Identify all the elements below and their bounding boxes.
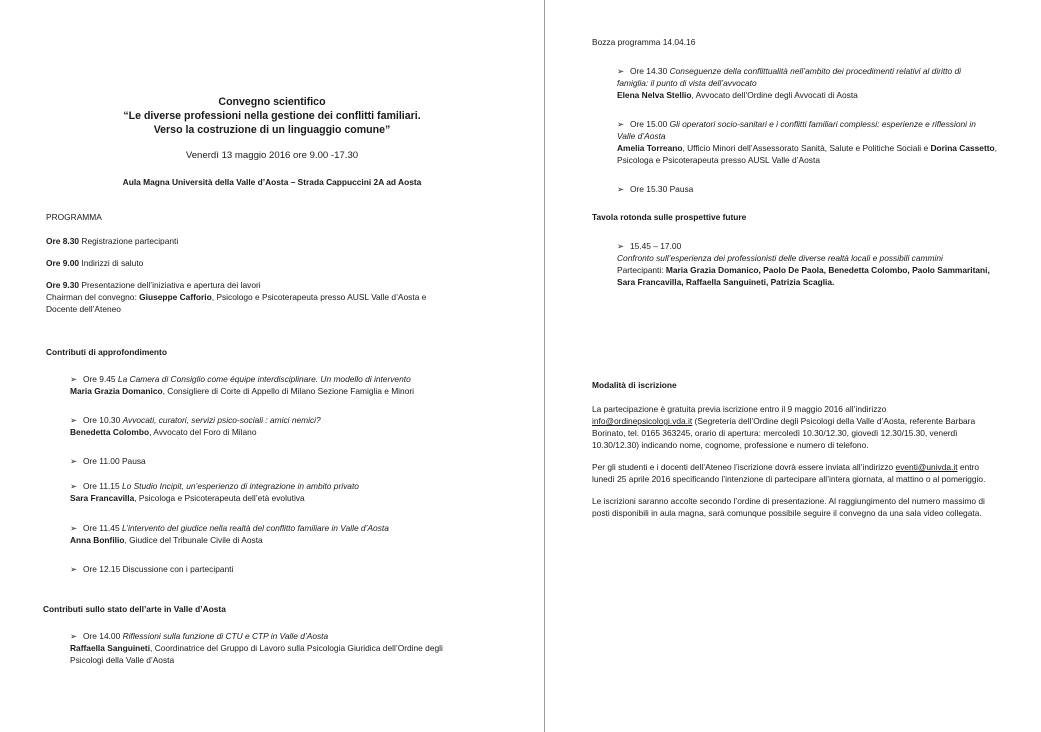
talk-speaker: Sara Francavilla [70,493,135,503]
eventi-email-link[interactable]: eventi@univda.it [895,462,958,472]
talk-role: , Avvocato dell’Ordine degli Avvocati di Aosta [691,90,858,100]
schedule-item [46,257,143,270]
talk-role-line-2: Psicologi della Valle d’Aosta [70,655,175,665]
talk-speaker-line [70,534,263,547]
arrow-bullet-icon: ➢ [70,564,78,574]
iscrizione-title: Modalità di iscrizione [592,380,677,390]
talk-item [70,522,389,535]
chairman-name: Giuseppe Cafforio [139,292,212,302]
item-time: Ore 8.30 [46,236,80,246]
iscrizione-p2-line-1 [592,461,979,474]
arrow-bullet-icon: ➢ [70,456,78,466]
arrow-bullet-icon: ➢ [70,631,78,641]
item-time: Ore 9.30 [46,280,80,290]
talk-title: Avvocati, curatori, servizi psico-sociali : amici nemici? [122,415,321,425]
talk-title-line-2: Valle d’Aosta [617,131,666,141]
participants-line [617,264,990,277]
talk-time: Ore 14.00 [83,631,123,641]
arrow-bullet-icon: ➢ [617,66,625,76]
draft-header: Bozza programma 14.04.16 [592,37,696,47]
talk-speaker: Anna Bonfilio [70,535,125,545]
schedule-item [46,279,261,292]
talk-title: Lo Studio Incipit, un’esperienzo di integrazione in ambito privato [121,481,359,491]
talk-time: Ore 10.30 [83,415,123,425]
info-email-link[interactable]: info@ordinepsicologi.vda.it [592,416,693,426]
section-title-approfondimento: Contributi di approfondimento [46,347,167,357]
talk-item [70,563,233,576]
talk-item [70,414,321,427]
talk-item [70,480,359,493]
arrow-bullet-icon: ➢ [617,241,625,251]
talk-time: Ore 14.30 [630,66,670,76]
talk-role: , Ufficio Minori dell’Assessorato Sanità, Salute e Politiche Sociali e [682,143,931,153]
event-venue: Aula Magna Università della Valle d’Aosta – Strada Cappuccini 2A ad Aosta [122,177,422,187]
arrow-bullet-icon: ➢ [70,415,78,425]
arrow-bullet-icon: ➢ [70,481,78,491]
chairman-line-2: Docente dell’Ateneo [46,304,121,314]
iscrizione-p1-line-2-text: (Segreteria dell’Ordine degli Psicologi della Valle d’Aosta, referente Barbara [692,416,976,426]
talk-title: Riflessioni sulla funzione di CTU e CTP in Valle d’Aosta [122,631,329,641]
iscrizione-p1-line-2 [592,415,975,428]
item-text: Presentazione dell’iniziativa e apertura dei lavori [79,280,261,290]
talk-time: Ore 11.15 [83,481,122,491]
item-text: Registrazione partecipanti [79,236,179,246]
arrow-bullet-icon: ➢ [617,119,625,129]
talk-item [617,183,693,196]
item-time: Ore 9.00 [46,258,80,268]
talk-role: , Avvocato del Foro di Milano [149,427,257,437]
participants-line-2: Sara Francavilla, Raffaella Sanguineti, Patrizia Scaglia. [617,277,835,287]
talk-title: Conseguenze della conflittualità nell’ambito dei procedimenti relativi al diritto di [669,66,962,76]
talk-time: Ore 11.00 Pausa [83,456,146,466]
talk-speaker: Amelia Torreano [617,143,683,153]
talk-speaker: Elena Nelva Stellio [617,90,692,100]
chairman-role: , Psicologo e Psicoterapeuta presso AUSL Valle d’Aosta e [211,292,427,302]
arrow-bullet-icon: ➢ [617,184,625,194]
arrow-bullet-icon: ➢ [70,374,78,384]
talk-time: 15.45 – 17.00 [630,241,682,251]
tavola-theme: Confronto sull’esperienza dei professionisti delle diverse realtà locali e possibili cammini [617,253,943,263]
talk-role: , Psicologa e Psicoterapeuta dell’età evolutiva [134,493,305,503]
chairman-line [46,291,426,304]
talk-item [617,118,976,131]
arrow-bullet-icon: ➢ [70,523,78,533]
talk-speaker-line [617,142,997,155]
title-line-1: Convegno scientifico [218,96,326,108]
talk-time: Ore 15.00 [630,119,670,129]
talk-title-line-2: famiglia: il punto di vista dell’avvocato [617,78,757,88]
title-line-3: Verso la costruzione di un linguaggio comune” [153,124,391,136]
right-page [545,0,1041,732]
iscrizione-p3-line-2: posti disponibili in aula magna, sarà comunque possibile seguire il convegno da una sala video collegata. [592,508,982,518]
talk-speaker-line [70,492,305,505]
item-text: Indirizzi di saluto [79,258,144,268]
talk-title: La Camera di Consiglio come équipe interdisciplinare. Un modello di intervento [117,374,411,384]
iscrizione-p1-line-3: Borinato, tel. 0165 363245, orario di apertura: mercoledì 10.30/12.30, giovedì 12.30/15.30, venerdì [592,428,958,438]
talk-speaker-line [70,426,257,439]
iscrizione-p2-line-2: lunedì 25 aprile 2016 specificando l’intenzione di partecipare all’intera giornata, al mattino o al pomeriggio. [592,474,986,484]
title-line-2: “Le diverse professioni nella gestione dei conflitti familiari. [123,110,421,122]
talk-role-line-3: Psicologa e Psicoterapeuta presso AUSL Valle d’Aosta [617,155,820,165]
talk-item [70,373,411,386]
talk-role: , Giudice del Tribunale Civile di Aosta [124,535,263,545]
programma-label: PROGRAMMA [46,212,102,222]
talk-time: Ore 15.30 Pausa [630,184,694,194]
talk-time: Ore 11.45 [83,523,122,533]
participants-label: Partecipanti: [617,265,666,275]
talk-speaker-line [70,385,414,398]
talk-role-2: , [994,143,997,153]
talk-time: Ore 12.15 Discussione con i partecipanti [83,564,234,574]
talk-time: Ore 9.45 [83,374,118,384]
talk-title: Gli operatori socio-sanitari e i conflitti familiari complessi: esperienze e riflessioni in [669,119,976,129]
participants-names: Maria Grazia Domanico, Paolo De Paola, Benedetta Colombo, Paolo Sammaritani, [665,265,990,275]
iscrizione-p3-line-1: Le iscrizioni saranno accolte secondo l’ordine di presentazione. Al raggiungimento del numero massimo di [592,496,985,506]
talk-speaker: Maria Grazia Domanico [70,386,163,396]
schedule-item [46,235,178,248]
section-title-stato-arte: Contributi sullo stato dell’arte in Valle d’Aosta [43,604,226,614]
talk-speaker-2: Dorina Cassetto [930,143,995,153]
talk-item [617,65,961,78]
talk-role: , Consigliere di Corte di Appello di Milano Sezione Famiglia e Minori [162,386,414,396]
iscrizione-p1-line-4: 10.30/12.30) indicando nome, cognome, professione e numero di telefono. [592,440,869,450]
event-date: Venerdì 13 maggio 2016 ore 9.00 -17.30 [185,150,359,161]
tavola-rotonda-title: Tavola rotonda sulle prospettive future [592,212,747,222]
iscrizione-p1-line-1: La partecipazione è gratuita previa iscrizione entro il 9 maggio 2016 all’indirizzo [592,404,887,414]
talk-item [70,630,328,643]
chairman-prefix: Chairman del convegno: [46,292,140,302]
talk-item [70,455,146,468]
talk-title: L’intervento del giudice nella realtà del conflitto familiare in Valle d’Aosta [121,523,389,533]
iscrizione-p2-text-b: entro [957,462,979,472]
talk-speaker-line [70,642,443,655]
talk-item [617,240,681,253]
talk-role: , Coordinatrice del Gruppo di Lavoro sulla Psicologia Giuridica dell’Ordine degli [150,643,443,653]
talk-speaker: Benedetta Colombo [70,427,150,437]
iscrizione-p2-text-a: Per gli studenti e i docenti dell’Ateneo l’iscrizione dovrà essere inviata all’indirizzo [592,462,896,472]
talk-speaker: Raffaella Sanguineti [70,643,151,653]
talk-speaker-line [617,89,858,102]
